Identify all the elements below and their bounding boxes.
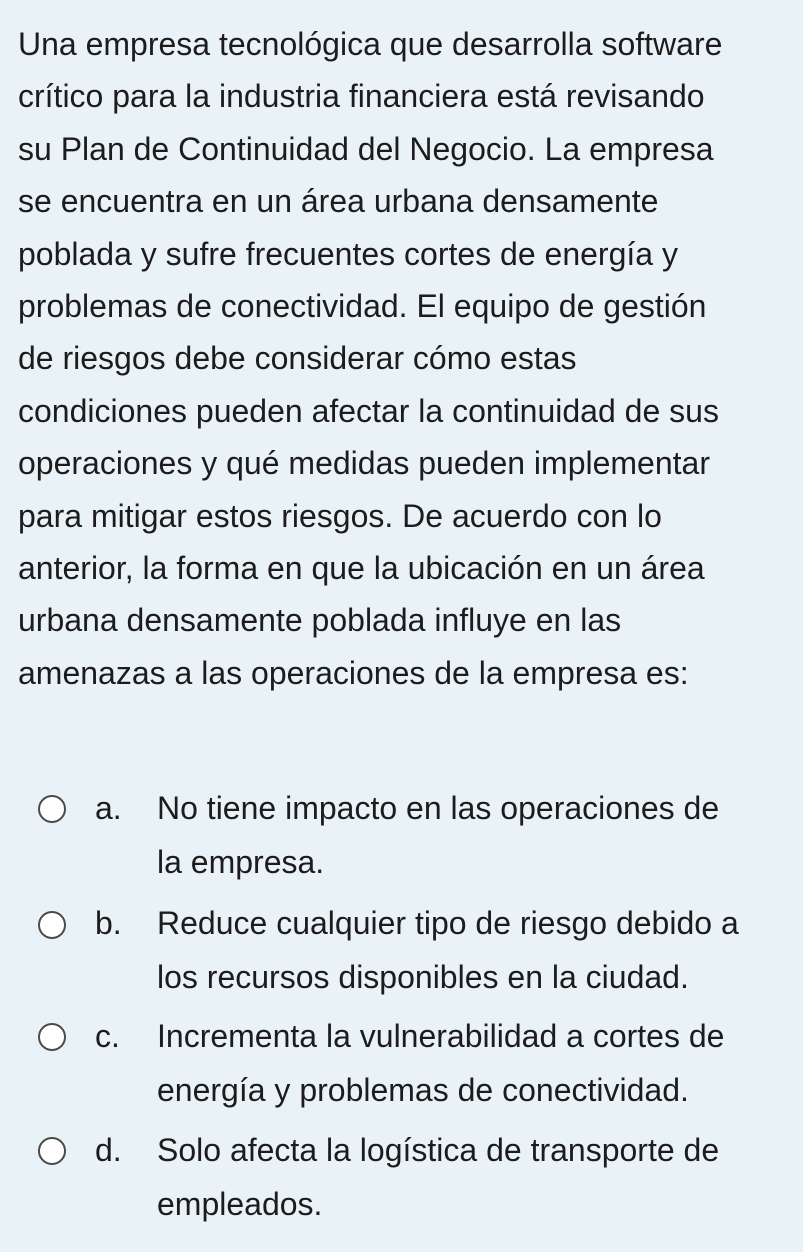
option-letter: b. [95, 905, 122, 941]
radio-button-b[interactable] [38, 911, 66, 939]
option-text [157, 781, 719, 889]
option-letter: a. [95, 790, 122, 826]
question-line: crítico para la industria financiera está revisando [18, 78, 705, 115]
radio-button-a[interactable] [38, 795, 66, 823]
option-line: empleados. [157, 1186, 323, 1222]
question-line: de riesgos debe considerar cómo estas [18, 340, 577, 377]
question-line: condiciones pueden afectar la continuidad de sus [18, 392, 719, 429]
question-line: su Plan de Continuidad del Negocio. La empresa [18, 130, 714, 167]
question-line: Una empresa tecnológica que desarrolla software [18, 26, 723, 62]
option-b[interactable] [0, 882, 803, 998]
option-text [157, 896, 739, 1004]
option-line: Solo afecta la logística de transporte de [157, 1132, 720, 1168]
option-c[interactable] [0, 998, 803, 1114]
option-d[interactable] [0, 1112, 803, 1228]
option-line: No tiene impacto en las operaciones de [157, 790, 720, 826]
question-line: para mitigar estos riesgos. De acuerdo con lo [18, 497, 662, 534]
radio-button-c[interactable] [38, 1023, 66, 1051]
option-text [157, 1123, 719, 1231]
radio-button-d[interactable] [38, 1137, 66, 1165]
option-text [157, 1009, 724, 1117]
question-line: problemas de conectividad. El equipo de gestión [18, 287, 707, 324]
question-line: amenazas a las operaciones de la empresa es: [18, 654, 689, 691]
option-line: Reduce cualquier tipo de riesgo debido a [157, 905, 739, 941]
option-a[interactable] [0, 766, 803, 882]
question-line: operaciones y qué medidas pueden implementar [18, 445, 710, 482]
question-line: urbana densamente poblada influye en las [18, 602, 622, 639]
option-line: la empresa. [157, 844, 325, 880]
option-line: los recursos disponibles en la ciudad. [157, 959, 689, 995]
option-line: Incrementa la vulnerabilidad a cortes de [157, 1018, 725, 1054]
question-line: poblada y sufre frecuentes cortes de energía y [18, 235, 678, 272]
question-line: anterior, la forma en que la ubicación en un área [18, 549, 705, 586]
option-letter: c. [95, 1018, 120, 1054]
option-line: energía y problemas de conectividad. [157, 1072, 689, 1108]
option-letter: d. [95, 1132, 122, 1168]
question-line: se encuentra en un área urbana densamente [18, 183, 659, 220]
